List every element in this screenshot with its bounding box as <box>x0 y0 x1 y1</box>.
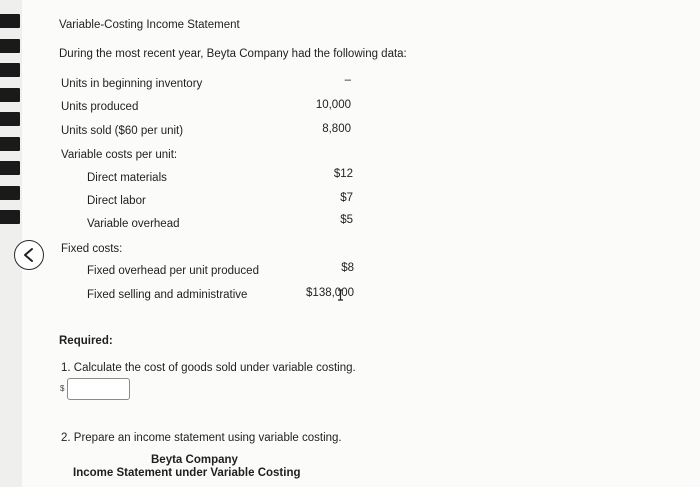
question-1: 1. Calculate the cost of goods sold under variable costing. <box>61 362 356 374</box>
row-value-variable-overhead: $5 <box>340 214 353 226</box>
row-value-units-sold: 8,800 <box>322 123 351 135</box>
edge-bar <box>0 112 20 126</box>
text-cursor-icon <box>337 289 344 301</box>
row-value-fixed-overhead: $8 <box>341 262 354 274</box>
edge-bar <box>0 210 20 224</box>
row-value-fixed-selling: $138,000 <box>306 287 354 299</box>
edge-bar <box>0 63 20 77</box>
currency-symbol: $ <box>60 384 65 393</box>
edge-bar <box>0 186 20 200</box>
page-title: Variable-Costing Income Statement <box>59 19 240 31</box>
edge-bar <box>0 161 20 175</box>
row-label-fixed-overhead: Fixed overhead per unit produced <box>87 265 259 277</box>
question-2: 2. Prepare an income statement using variable costing. <box>61 432 342 444</box>
row-label-units-produced: Units produced <box>61 101 139 113</box>
row-value-units-beginning: – <box>344 74 351 86</box>
row-label-direct-labor: Direct labor <box>87 195 146 207</box>
row-value-units-produced: 10,000 <box>315 99 351 111</box>
row-label-units-sold: Units sold ($60 per unit) <box>61 125 184 137</box>
edge-bar <box>0 39 20 53</box>
cogs-answer-input[interactable] <box>67 378 130 400</box>
chevron-left-icon <box>22 247 36 263</box>
edge-bar <box>0 14 20 28</box>
fixed-costs-header: Fixed costs: <box>61 243 123 255</box>
row-label-units-beginning: Units in beginning inventory <box>61 78 203 90</box>
required-label: Required: <box>59 335 113 347</box>
edge-bar <box>0 137 20 151</box>
intro-text: During the most recent year, Beyta Company had the following data: <box>59 48 407 60</box>
row-label-direct-materials: Direct materials <box>87 172 167 184</box>
edge-bar <box>0 88 20 102</box>
statement-company: Beyta Company <box>151 454 238 466</box>
row-label-variable-overhead: Variable overhead <box>87 218 180 230</box>
variable-costs-header: Variable costs per unit: <box>61 149 178 161</box>
row-label-fixed-selling: Fixed selling and administrative <box>87 289 248 301</box>
row-value-direct-materials: $12 <box>333 168 353 180</box>
statement-title: Income Statement under Variable Costing <box>73 467 301 479</box>
back-button[interactable] <box>14 240 44 270</box>
row-value-direct-labor: $7 <box>340 192 353 204</box>
